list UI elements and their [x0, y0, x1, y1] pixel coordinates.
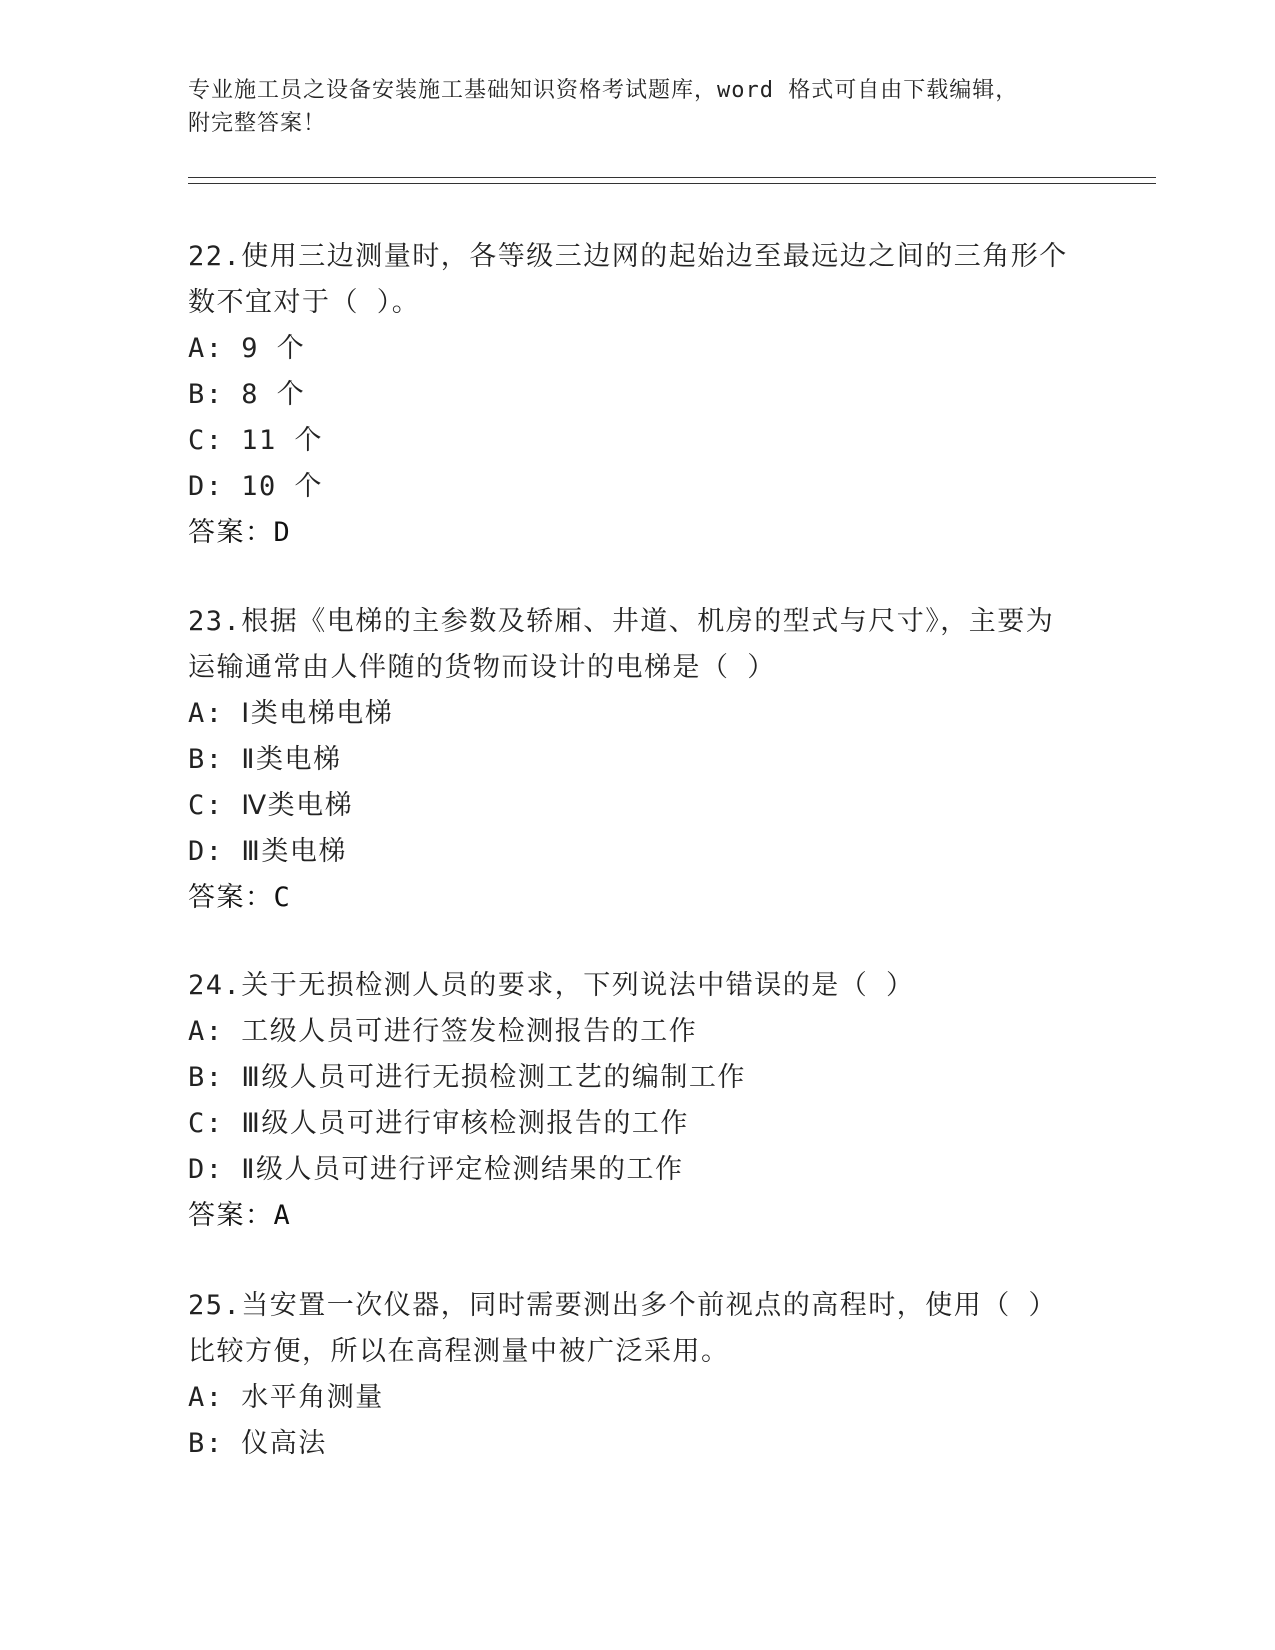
option-d: D: 10 个: [188, 471, 324, 502]
option-b: B: Ⅲ级人员可进行无损检测工艺的编制工作: [188, 1062, 746, 1093]
answer-line: [188, 1193, 1088, 1239]
question-stem-line: 数不宜对于（ ）。: [188, 287, 421, 318]
question-24: [188, 963, 1088, 1239]
option-a: A: 9 个: [188, 333, 306, 364]
option-b: B: 8 个: [188, 379, 306, 410]
option-c: C: Ⅳ类电梯: [188, 790, 354, 821]
option-c: C: Ⅲ级人员可进行审核检测报告的工作: [188, 1108, 689, 1139]
option-a: A: 工级人员可进行签发检测报告的工作: [188, 1016, 698, 1047]
answer-value: D: [273, 517, 292, 548]
document-header: [188, 74, 1088, 140]
header-divider-top: [188, 177, 1156, 178]
answer-value: C: [273, 882, 292, 913]
question-23: [188, 599, 1088, 921]
question-stem-line: 23.根据《电梯的主参数及轿厢、井道、机房的型式与尺寸》，主要为: [188, 606, 1055, 637]
question-stem-line: 24.关于无损检测人员的要求，下列说法中错误的是（ ）: [188, 970, 915, 1001]
question-stem-line: 22.使用三边测量时，各等级三边网的起始边至最远边之间的三角形个: [188, 241, 1068, 272]
answer-label: 答案：: [188, 1200, 274, 1231]
answer-label: 答案：: [188, 517, 274, 548]
option-d: D: Ⅲ类电梯: [188, 836, 347, 867]
question-25: [188, 1283, 1088, 1467]
answer-value: A: [273, 1200, 292, 1231]
question-stem-line: 比较方便，所以在高程测量中被广泛采用。: [188, 1336, 730, 1367]
question-22: [188, 234, 1088, 556]
answer-line: [188, 875, 1088, 921]
option-c: C: 11 个: [188, 425, 324, 456]
header-line-1: 专业施工员之设备安装施工基础知识资格考试题库，word 格式可自由下载编辑，: [188, 78, 1019, 103]
option-b: B: Ⅱ类电梯: [188, 744, 342, 775]
option-a: A: 水平角测量: [188, 1382, 384, 1413]
question-stem-line: 25.当安置一次仪器，同时需要测出多个前视点的高程时，使用（ ）: [188, 1290, 1058, 1321]
question-stem-line: 运输通常由人伴随的货物而设计的电梯是（ ）: [188, 652, 776, 683]
header-line-2: 附完整答案！: [188, 111, 327, 136]
option-d: D: Ⅱ级人员可进行评定检测结果的工作: [188, 1154, 684, 1185]
option-a: A: Ⅰ类电梯电梯: [188, 698, 394, 729]
option-b: B: 仪高法: [188, 1428, 327, 1459]
header-divider-bottom: [188, 183, 1156, 184]
answer-line: [188, 510, 1088, 556]
answer-label: 答案：: [188, 882, 274, 913]
